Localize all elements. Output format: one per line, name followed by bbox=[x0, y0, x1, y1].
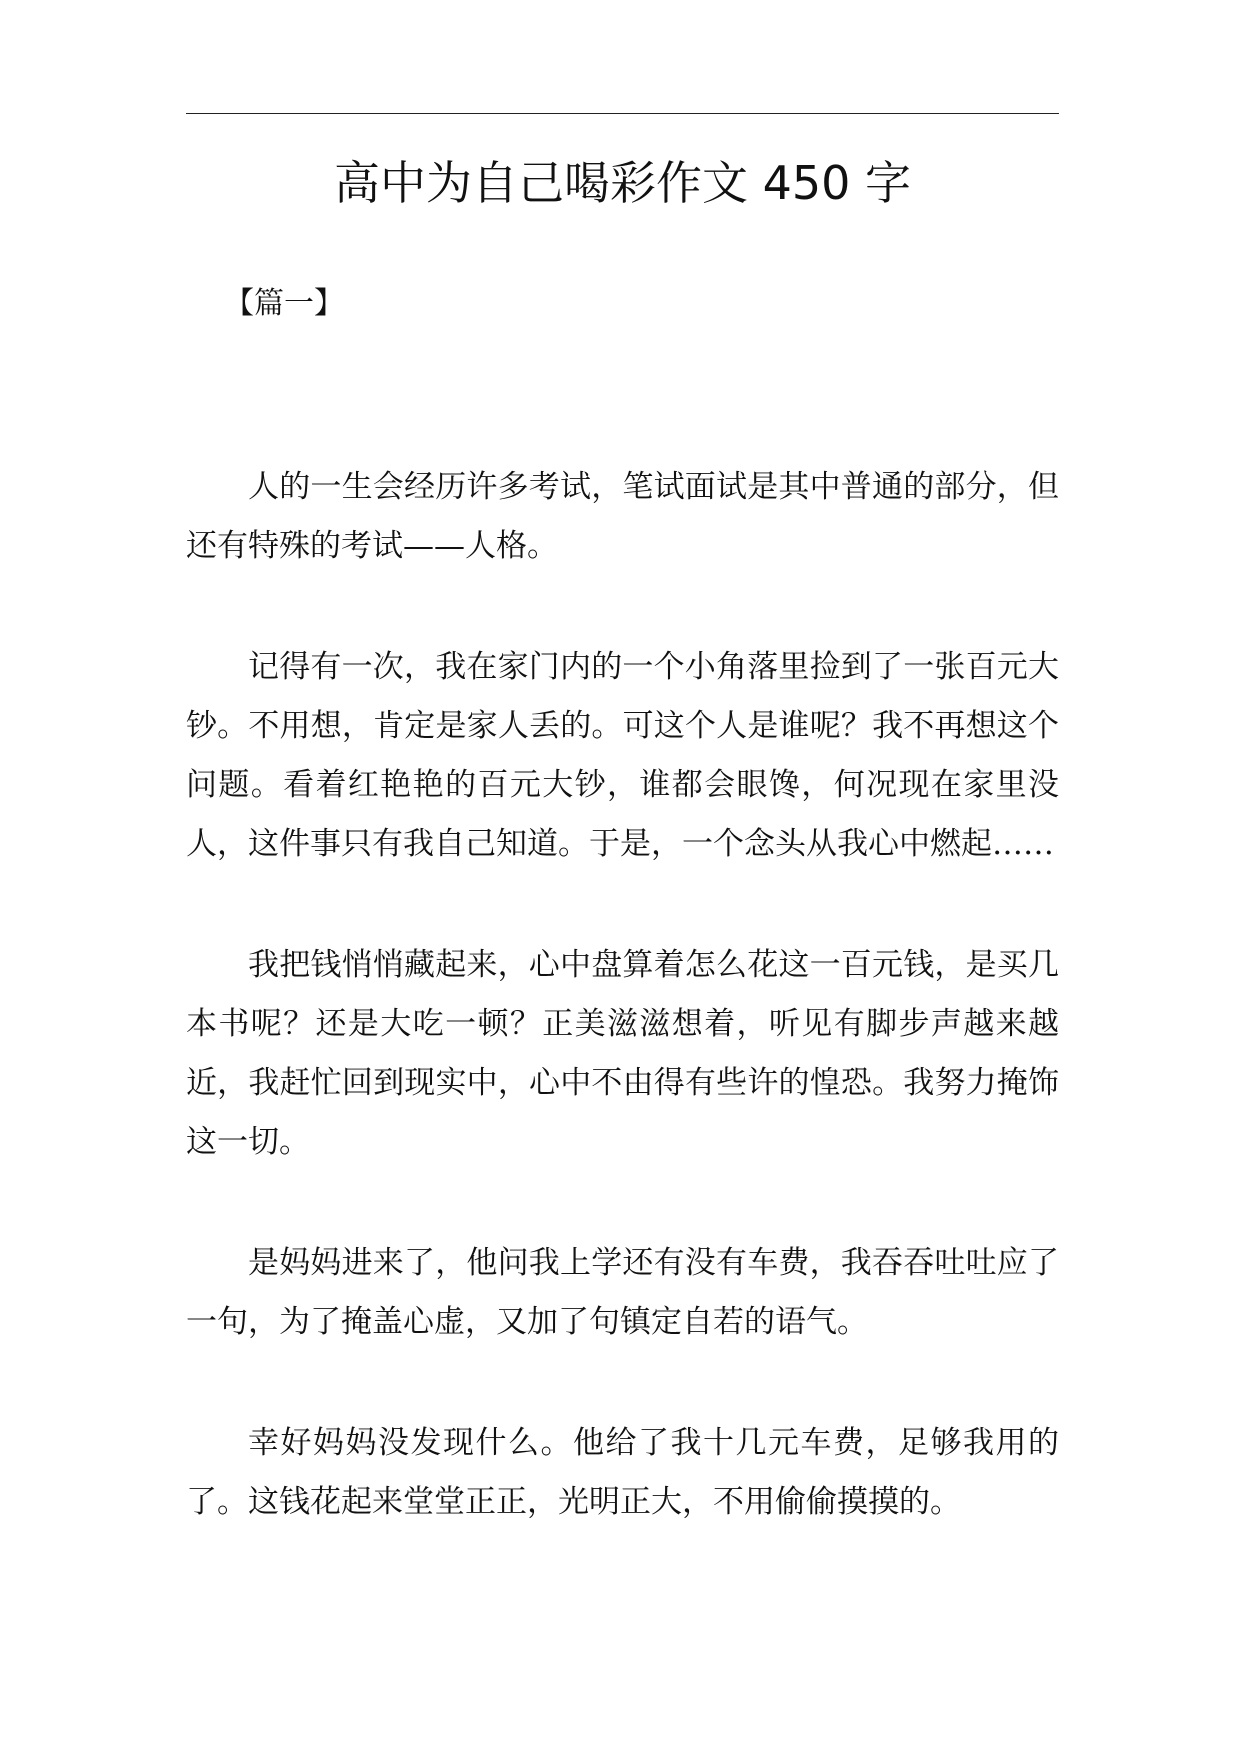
section-label: 【篇一】 bbox=[224, 286, 344, 321]
paragraph: 幸好妈妈没发现什么。他给了我十几元车费，足够我用的了。这钱花起来堂堂正正，光明正大，不用偷偷摸摸的。 bbox=[186, 1425, 1059, 1520]
document-body bbox=[186, 458, 1059, 1532]
paragraph: 人的一生会经历许多考试，笔试面试是其中普通的部分，但还有特殊的考试——人格。 bbox=[186, 469, 1059, 564]
document-title: 高中为自己喝彩作文 450 字 bbox=[333, 156, 912, 210]
header-rule bbox=[186, 113, 1059, 114]
paragraph: 我把钱悄悄藏起来，心中盘算着怎么花这一百元钱，是买几本书呢？还是大吃一顿？正美滋滋想着，听见有脚步声越来越近，我赶忙回到现实中，心中不由得有些许的惶恐。我努力掩饰这一切。 bbox=[186, 947, 1059, 1160]
paragraph: 是妈妈进来了，他问我上学还有没有车费，我吞吞吐吐应了一句，为了掩盖心虚，又加了句镇定自若的语气。 bbox=[186, 1245, 1059, 1340]
paragraph: 记得有一次，我在家门内的一个小角落里捡到了一张百元大钞。不用想，肯定是家人丢的。可这个人是谁呢？我不再想这个问题。看着红艳艳的百元大钞，谁都会眼馋，何况现在家里没人，这件事只有我自己知道。于是，一个念头从我心中燃起…… bbox=[186, 649, 1059, 862]
